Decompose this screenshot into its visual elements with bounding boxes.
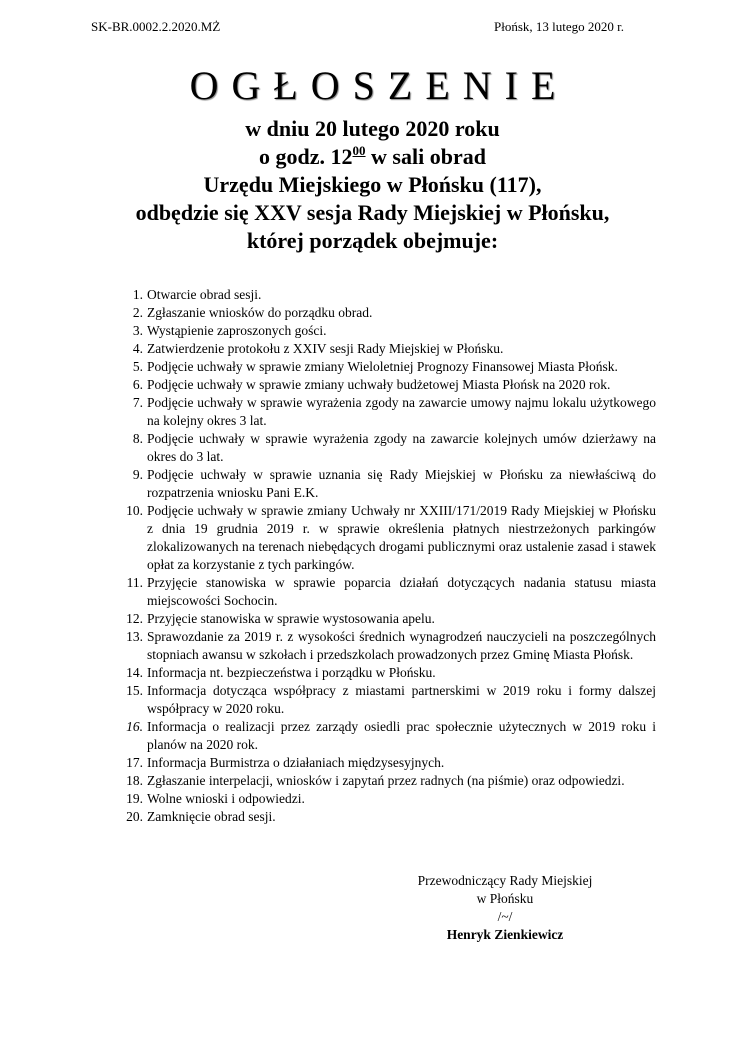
agenda-item-number: 20. [126,809,143,824]
intro-block [0,115,745,255]
signature-place: w Płońsku [476,891,534,906]
intro-date: w dniu 20 lutego 2020 roku [245,116,500,141]
agenda-item-text: Informacja Burmistrza o działaniach międzysesyjnych. [147,755,445,770]
agenda-item [116,466,656,502]
agenda-item-text: Podjęcie uchwały w sprawie uznania się Rady Miejskiej w Płońsku za niewłaściwą do rozpatrzenia wniosku Pani E.K. [147,467,656,500]
agenda-item [116,772,656,790]
agenda-item-number: 11. [126,575,143,590]
agenda-item [116,628,656,664]
agenda-item-text: Informacja dotycząca współpracy z miastami partnerskimi w 2019 roku i formy dalszej współpracy w 2020 roku. [147,683,656,716]
place-date: Płońsk, 13 lutego 2020 r. [493,19,624,34]
agenda-item-number: 8. [132,431,143,446]
agenda-item-number: 9. [132,467,143,482]
agenda-item-number: 15. [126,683,143,698]
agenda-item [116,808,656,826]
agenda-item-number: 2. [132,305,143,320]
agenda-item-number: 18. [126,773,143,788]
agenda-item-text: Zatwierdzenie protokołu z XXIV sesji Rady Miejskiej w Płońsku. [147,341,504,356]
agenda-item-number: 12. [126,611,143,626]
agenda-item-number: 16. [126,719,143,734]
intro-time-minutes: 00 [352,143,366,158]
agenda-item [116,682,656,718]
agenda-item-number: 13. [126,629,143,644]
agenda-item-text: Przyjęcie stanowiska w sprawie wystosowania apelu. [147,611,435,626]
agenda-item-text: Przyjęcie stanowiska w sprawie poparcia działań dotyczących nadania statusu miasta miejscowości Sochocin. [147,575,656,608]
agenda-item-number: 5. [132,359,143,374]
agenda-item [116,502,656,574]
agenda-item [116,394,656,430]
intro-session: odbędzie się XXV sesja Rady Miejskiej w Płońsku, [135,200,610,225]
agenda-item [116,610,656,628]
agenda-item [116,340,656,358]
agenda-item [116,664,656,682]
agenda-item-number: 1. [132,287,143,302]
agenda-item-text: Podjęcie uchwały w sprawie zmiany uchwały budżetowej Miasta Płońsk na 2020 rok. [147,377,611,392]
agenda-item-number: 7. [132,395,143,410]
agenda-item [116,376,656,394]
agenda-item-text: Zamknięcie obrad sesji. [147,809,276,824]
page-title: OGŁOSZENIE [189,63,569,108]
agenda-item-number: 3. [132,323,143,338]
signature-title: Przewodniczący Rady Miejskiej [417,873,593,888]
agenda-item-number: 4. [132,341,143,356]
agenda-item-text: Podjęcie uchwały w sprawie zmiany Uchwały nr XXIII/171/2019 Rady Miejskiej w Płońsku z dnia 19 grudnia 2019 r. w sprawie określenia płatnych niestrzeżonych parkingów zlokalizowanych na terenach niebędących drogami publicznymi oraz ustalenie zasad i stawek opłat za korzystanie z tych parkingów. [147,503,656,572]
agenda-item-text: Wolne wnioski i odpowiedzi. [147,791,305,806]
intro-venue: Urzędu Miejskiego w Płońsku (117), [203,172,542,197]
agenda-item-text: Informacja o realizacji przez zarządy osiedli prac społecznie użytecznych w 2019 roku i planów na 2020 rok. [147,719,656,752]
signature-block [405,872,605,944]
agenda-item-text: Informacja nt. bezpieczeństwa i porządku w Płońsku. [147,665,436,680]
agenda-item [116,718,656,754]
agenda-list [116,286,656,826]
agenda-item [116,790,656,808]
agenda-item-number: 19. [126,791,143,806]
agenda-item-text: Podjęcie uchwały w sprawie wyrażenia zgody na zawarcie kolejnych umów dzierżawy na okres do 3 lat. [147,431,656,464]
agenda-item-text: Sprawozdanie za 2019 r. z wysokości średnich wynagrodzeń nauczycieli na poszczególnych stopniach awansu w szkołach i przedszkolach prowadzonych przez Gminę Miasta Płońsk. [147,629,656,662]
agenda-item [116,754,656,772]
intro-time-pre: o godz. 12 [259,144,353,169]
intro-time-post: w sali obrad [365,144,486,169]
agenda-item-number: 17. [126,755,143,770]
agenda-item-number: 10. [126,503,143,518]
agenda-item-text: Wystąpienie zaproszonych gości. [147,323,327,338]
agenda-item [116,304,656,322]
agenda-item-text: Zgłaszanie wniosków do porządku obrad. [147,305,373,320]
agenda-item [116,322,656,340]
signature-mark: /~/ [497,909,513,924]
agenda-item-text: Otwarcie obrad sesji. [147,287,262,302]
agenda-item [116,430,656,466]
agenda-item [116,358,656,376]
agenda-item-text: Zgłaszanie interpelacji, wniosków i zapytań przez radnych (na piśmie) oraz odpowiedzi. [147,773,625,788]
document-reference: SK-BR.0002.2.2020.MŻ [91,19,221,34]
agenda-item [116,574,656,610]
agenda-item-number: 14. [126,665,143,680]
agenda-item-number: 6. [132,377,143,392]
signature-name: Henryk Zienkiewicz [446,927,564,942]
intro-agenda-lead: której porządek obejmuje: [246,228,499,253]
agenda-item-text: Podjęcie uchwały w sprawie wyrażenia zgody na zawarcie umowy najmu lokalu użytkowego na kolejny okres 3 lat. [147,395,656,428]
intro-time [0,143,745,171]
agenda-item-text: Podjęcie uchwały w sprawie zmiany Wieloletniej Prognozy Finansowej Miasta Płońsk. [147,359,618,374]
agenda-item [116,286,656,304]
